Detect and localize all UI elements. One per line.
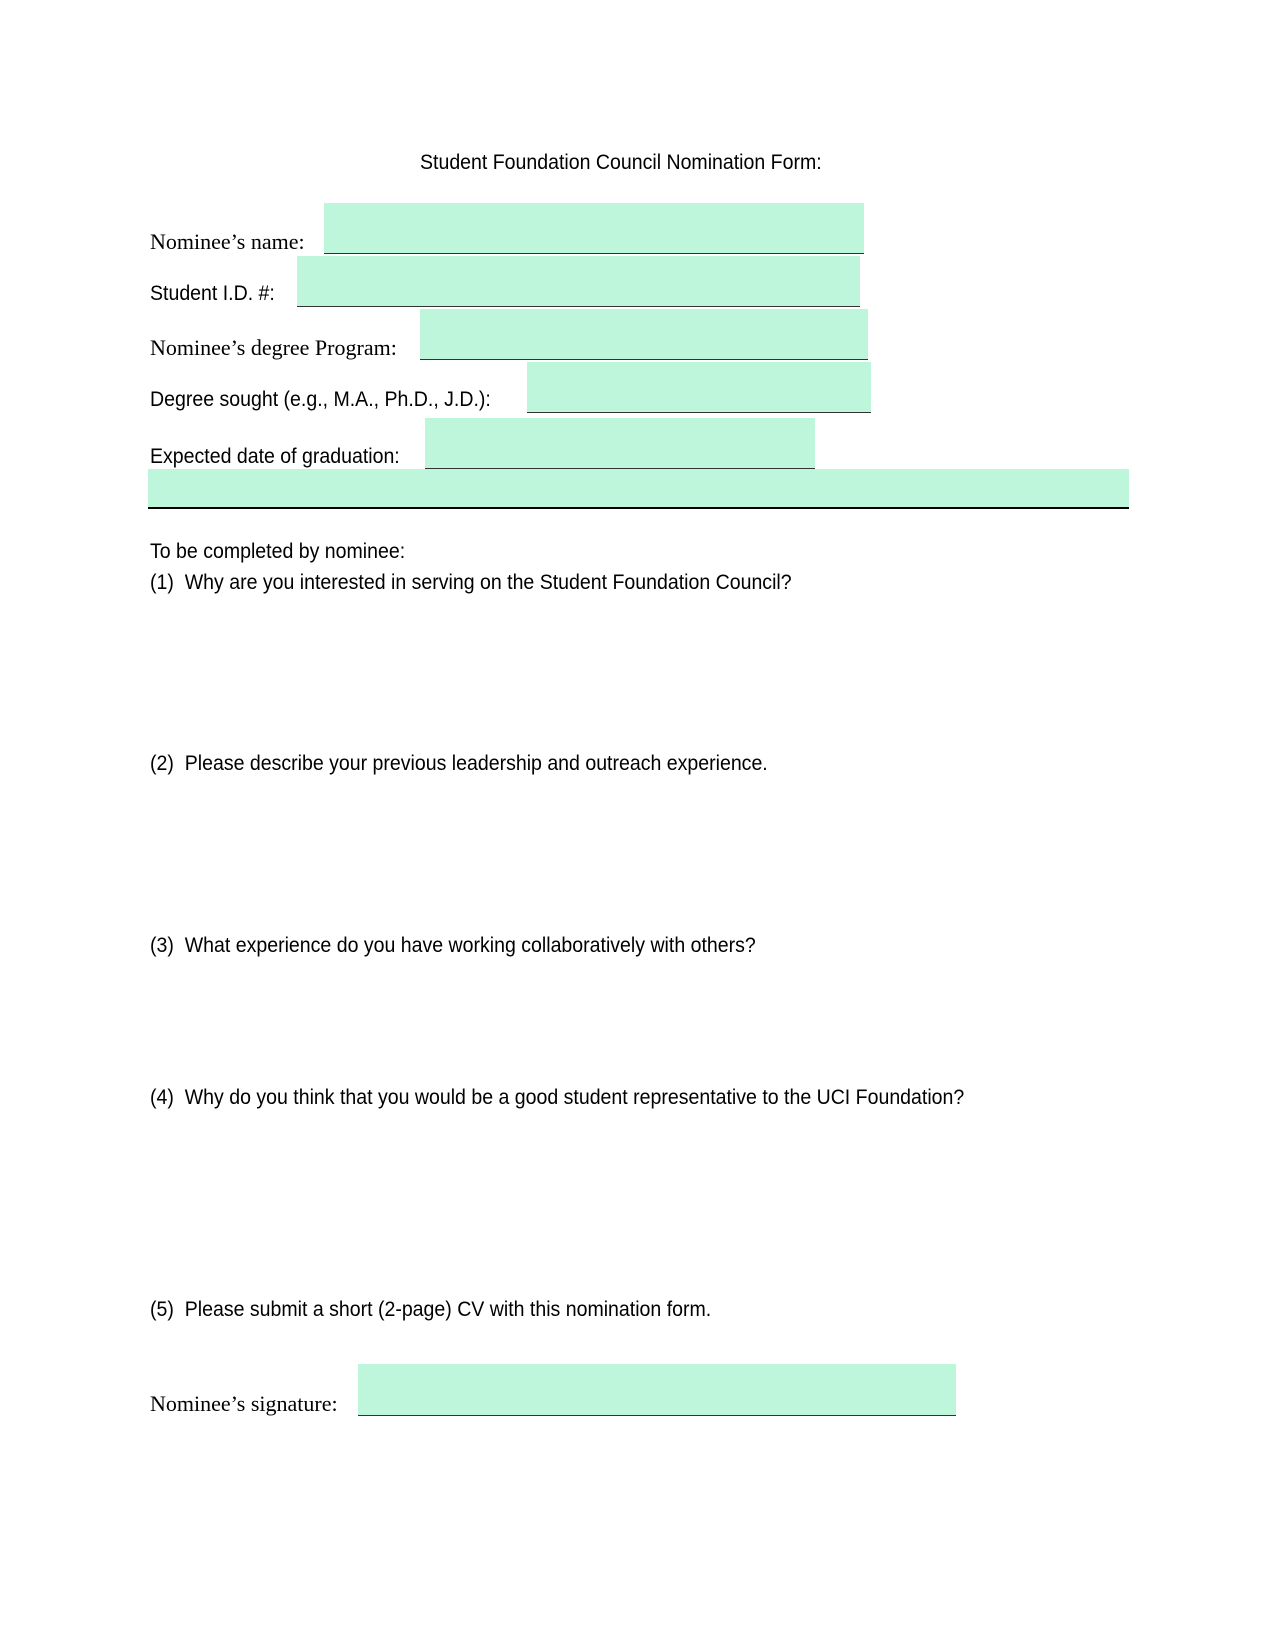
question-number: (4) xyxy=(150,1086,174,1109)
question-text: Why do you think that you would be a good student representative to the UCI Foundation? xyxy=(184,1086,965,1109)
question-text: Why are you interested in serving on the Student Foundation Council? xyxy=(184,571,792,594)
signature-field[interactable] xyxy=(358,1364,956,1416)
degree-sought-field[interactable] xyxy=(527,362,871,412)
form-title: Student Foundation Council Nomination Form: xyxy=(420,151,822,174)
question-number: (5) xyxy=(150,1298,174,1321)
graduation-date-field[interactable] xyxy=(425,418,815,468)
student-id-underline xyxy=(297,306,860,307)
question-number: (3) xyxy=(150,934,174,957)
degree-program-label: Nominee’s degree Program: xyxy=(150,335,397,360)
question-text: What experience do you have working collaboratively with others? xyxy=(184,934,756,957)
section-divider xyxy=(148,507,1129,509)
degree-sought-label: Degree sought (e.g., M.A., Ph.D., J.D.): xyxy=(150,388,491,411)
graduation-date-label: Expected date of graduation: xyxy=(150,445,400,468)
degree-program-underline xyxy=(420,359,868,360)
signature-underline xyxy=(358,1415,956,1416)
question-number: (2) xyxy=(150,752,174,775)
question-number: (1) xyxy=(150,571,174,594)
signature-label: Nominee’s signature: xyxy=(150,1391,338,1416)
nominee-name-label: Nominee’s name: xyxy=(150,229,305,254)
question-5 xyxy=(150,1298,711,1322)
question-text: Please describe your previous leadership and outreach experience. xyxy=(184,752,768,775)
degree-sought-underline xyxy=(527,412,871,413)
question-text: Please submit a short (2-page) CV with this nomination form. xyxy=(184,1298,712,1321)
question-1 xyxy=(150,571,792,595)
question-2 xyxy=(150,752,768,776)
student-id-label: Student I.D. #: xyxy=(150,282,275,305)
question-4 xyxy=(150,1086,964,1110)
nominee-name-underline xyxy=(324,253,864,254)
section-heading: To be completed by nominee: xyxy=(150,540,406,563)
student-id-field[interactable] xyxy=(297,256,860,306)
additional-info-field[interactable] xyxy=(148,469,1129,507)
question-3 xyxy=(150,934,756,958)
degree-program-field[interactable] xyxy=(420,309,868,360)
nominee-name-field[interactable] xyxy=(324,203,864,253)
